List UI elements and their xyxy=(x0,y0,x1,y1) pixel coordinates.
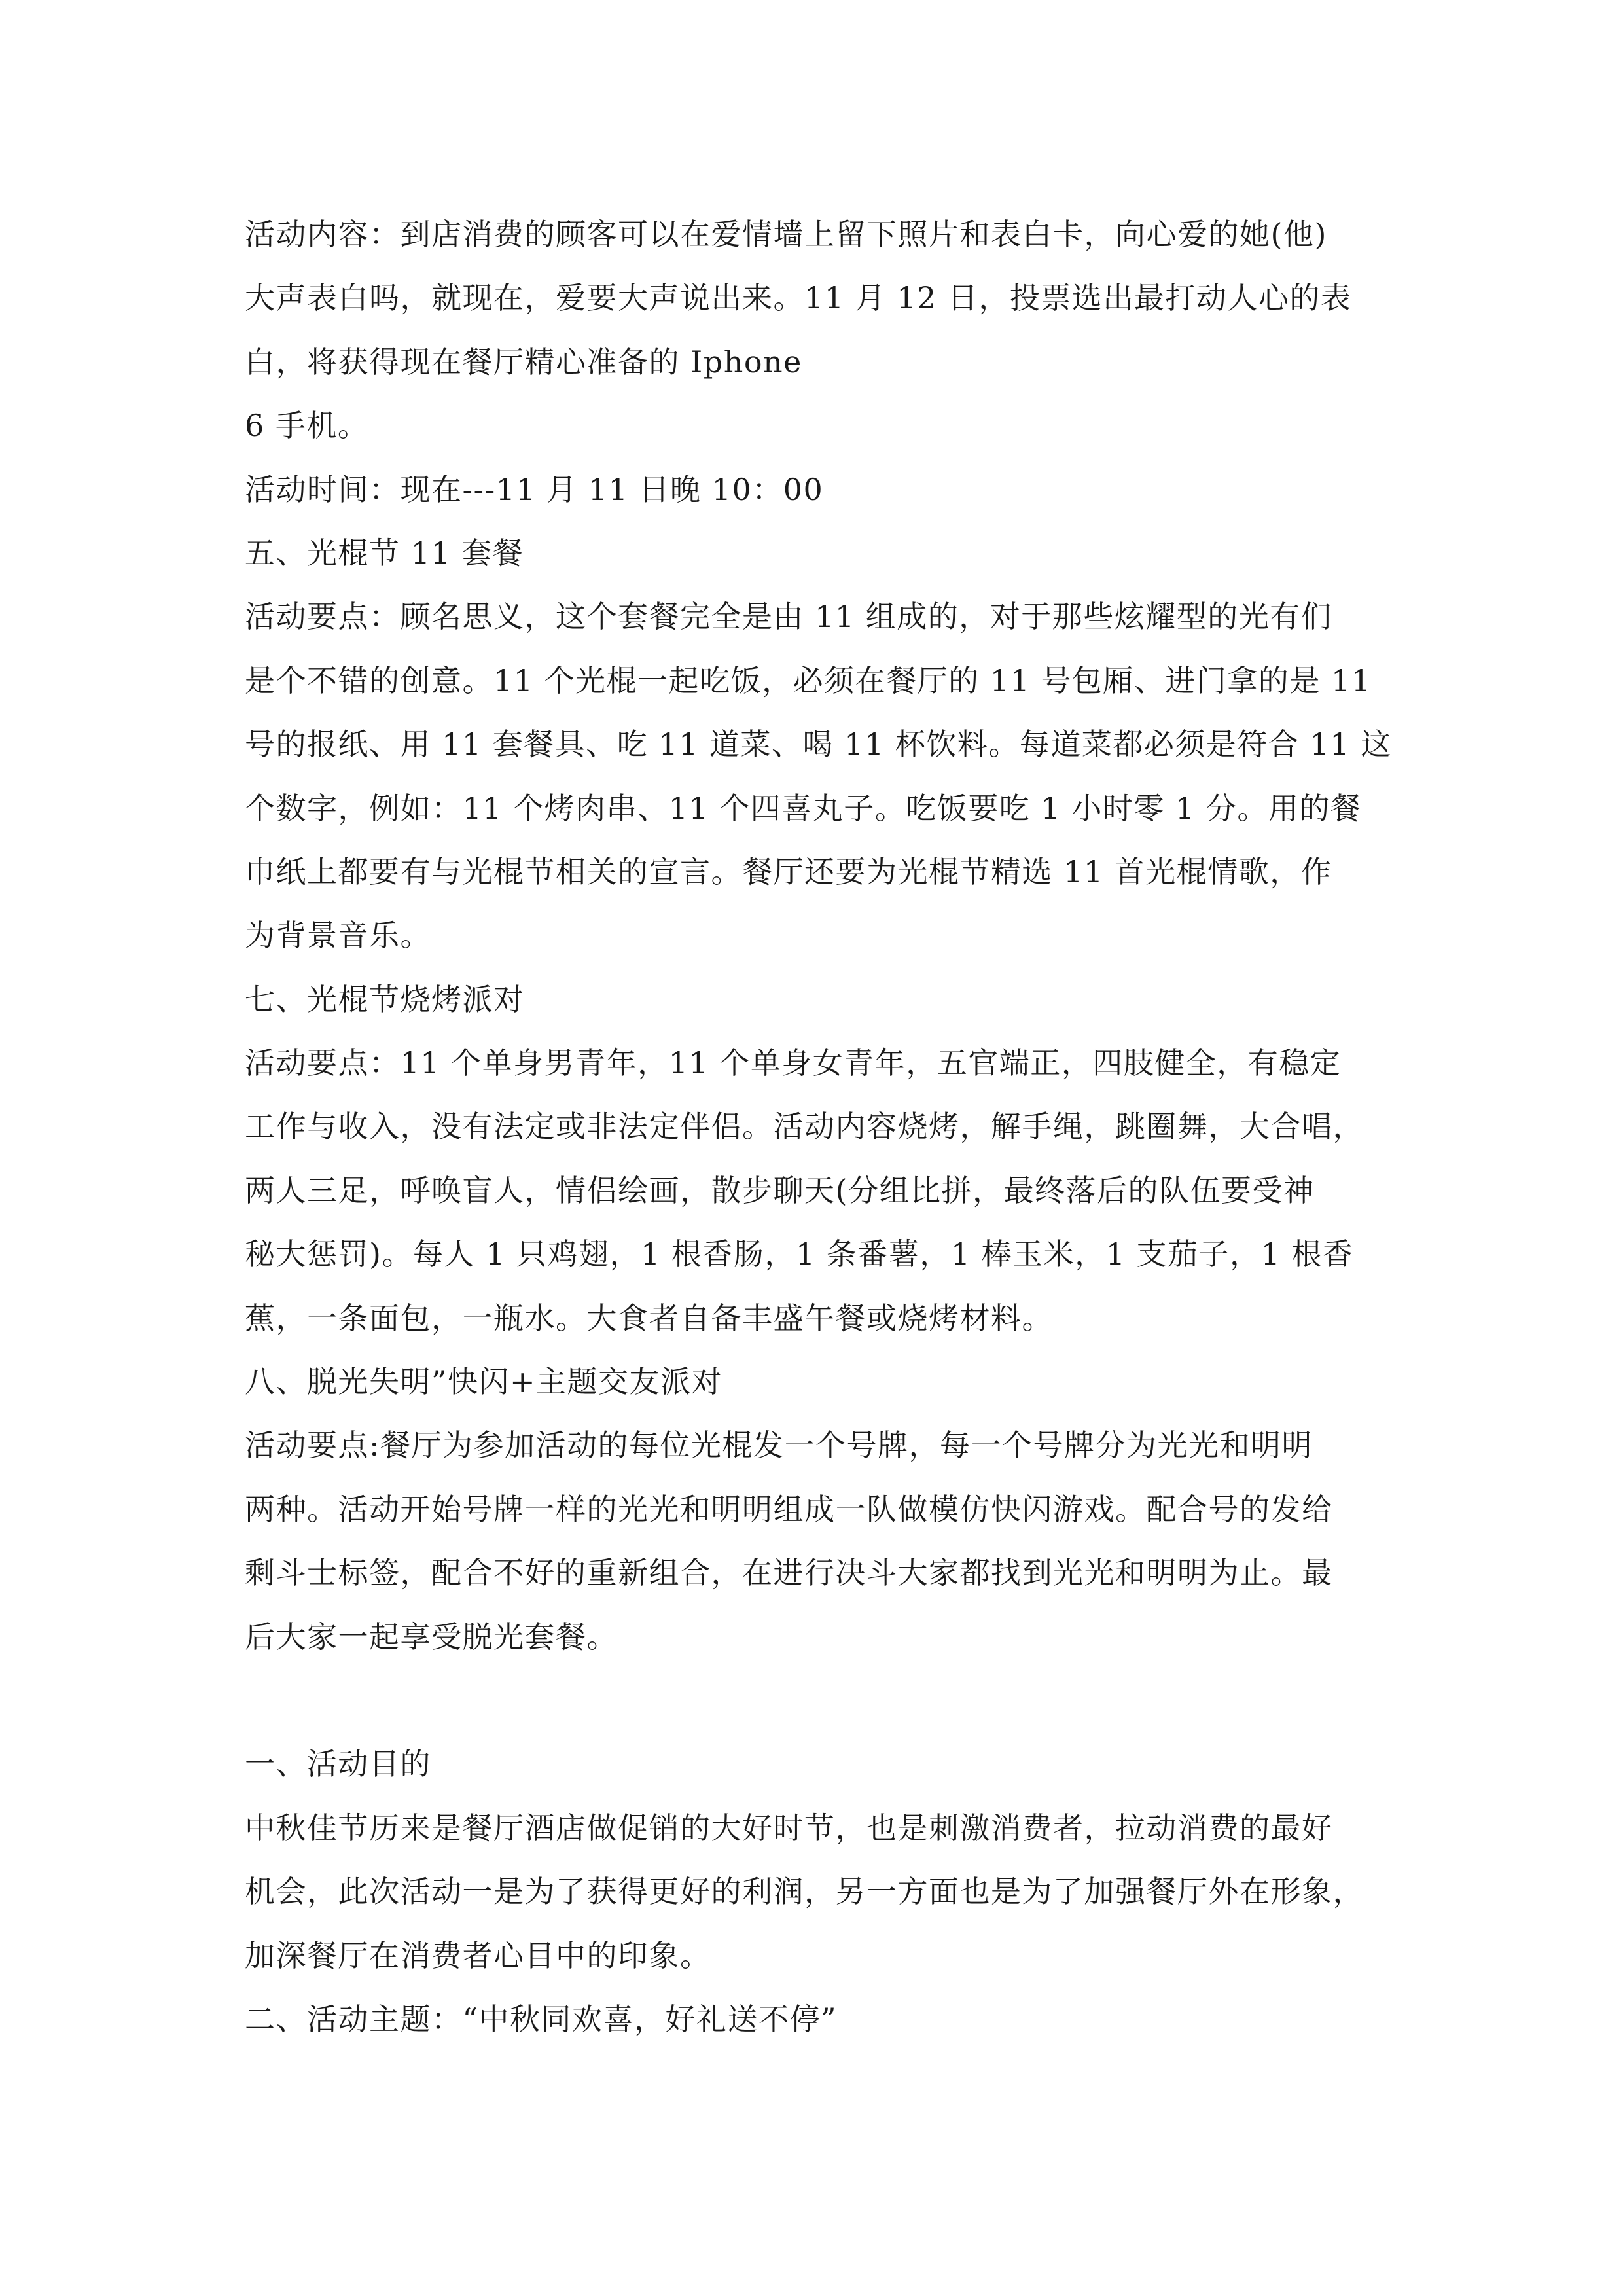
paragraph-line: 加深餐厅在消费者心目中的印象。 xyxy=(245,1937,711,1973)
paragraph-line: 秘大惩罚)。每人 1 只鸡翅，1 根香肠，1 条番薯，1 棒玉米，1 支茄子，1 根香 xyxy=(245,1236,1354,1272)
paragraph-line: 活动要点:餐厅为参加活动的每位光棍发一个号牌，每一个号牌分为光光和明明 xyxy=(245,1427,1313,1463)
section-heading: 五、光棍节 11 套餐 xyxy=(245,535,524,571)
section-heading: 二、活动主题：“中秋同欢喜，好礼送不停” xyxy=(245,2001,838,2037)
paragraph-line: 蕉，一条面包，一瓶水。大食者自备丰盛午餐或烧烤材料。 xyxy=(245,1300,1053,1336)
paragraph-line: 中秋佳节历来是餐厅酒店做促销的大好时节，也是刺激消费者，拉动消费的最好 xyxy=(245,1810,1333,1846)
paragraph-line: 个数字，例如：11 个烤肉串、11 个四喜丸子。吃饭要吃 1 小时零 1 分。用的餐 xyxy=(245,790,1362,826)
paragraph-line: 号的报纸、用 11 套餐具、吃 11 道菜、喝 11 杯饮料。每道菜都必须是符合 11 这 xyxy=(245,726,1392,762)
document-body xyxy=(245,203,1392,2051)
paragraph-line: 6 手机。 xyxy=(245,408,369,444)
paragraph-line: 剩斗士标签，配合不好的重新组合，在进行决斗大家都找到光光和明明为止。最 xyxy=(245,1555,1333,1591)
section-heading: 一、活动目的 xyxy=(245,1746,431,1782)
paragraph-line: 活动要点：顾名思义，这个套餐完全是由 11 组成的，对于那些炫耀型的光有们 xyxy=(245,599,1332,635)
paragraph-line: 工作与收入，没有法定或非法定伴侣。活动内容烧烤，解手绳，跳圈舞，大合唱， xyxy=(245,1109,1364,1145)
paragraph-line: 巾纸上都要有与光棍节相关的宣言。餐厅还要为光棍节精选 11 首光棍情歌，作 xyxy=(245,853,1332,889)
blank-line xyxy=(245,1669,1387,1732)
section-heading: 七、光棍节烧烤派对 xyxy=(245,981,525,1017)
paragraph-line: 活动要点：11 个单身男青年，11 个单身女青年，五官端正，四肢健全，有稳定 xyxy=(245,1045,1342,1081)
paragraph-line: 两人三足，呼唤盲人，情侣绘画，散步聊天(分组比拼，最终落后的队伍要受神 xyxy=(245,1172,1315,1208)
paragraph-line: 白，将获得现在餐厅精心准备的 Iphone xyxy=(245,344,802,380)
paragraph-line: 为背景音乐。 xyxy=(245,918,431,954)
paragraph-line: 是个不错的创意。11 个光棍一起吃饭，必须在餐厅的 11 号包厢、进门拿的是 11 xyxy=(245,662,1372,698)
paragraph-line: 后大家一起享受脱光套餐。 xyxy=(245,1619,618,1655)
paragraph-line: 活动内容：到店消费的顾客可以在爱情墙上留下照片和表白卡，向心爱的她(他) xyxy=(245,217,1327,252)
paragraph-line: 活动时间：现在---11 月 11 日晚 10：00 xyxy=(245,471,824,507)
paragraph-line: 机会，此次活动一是为了获得更好的利润，另一方面也是为了加强餐厅外在形象， xyxy=(245,1874,1364,1910)
section-heading: 八、脱光失明”快闪+主题交友派对 xyxy=(245,1364,723,1400)
paragraph-line: 两种。活动开始号牌一样的光光和明明组成一队做模仿快闪游戏。配合号的发给 xyxy=(245,1491,1333,1527)
paragraph-line: 大声表白吗，就现在，爱要大声说出来。11 月 12 日，投票选出最打动人心的表 xyxy=(245,280,1352,316)
